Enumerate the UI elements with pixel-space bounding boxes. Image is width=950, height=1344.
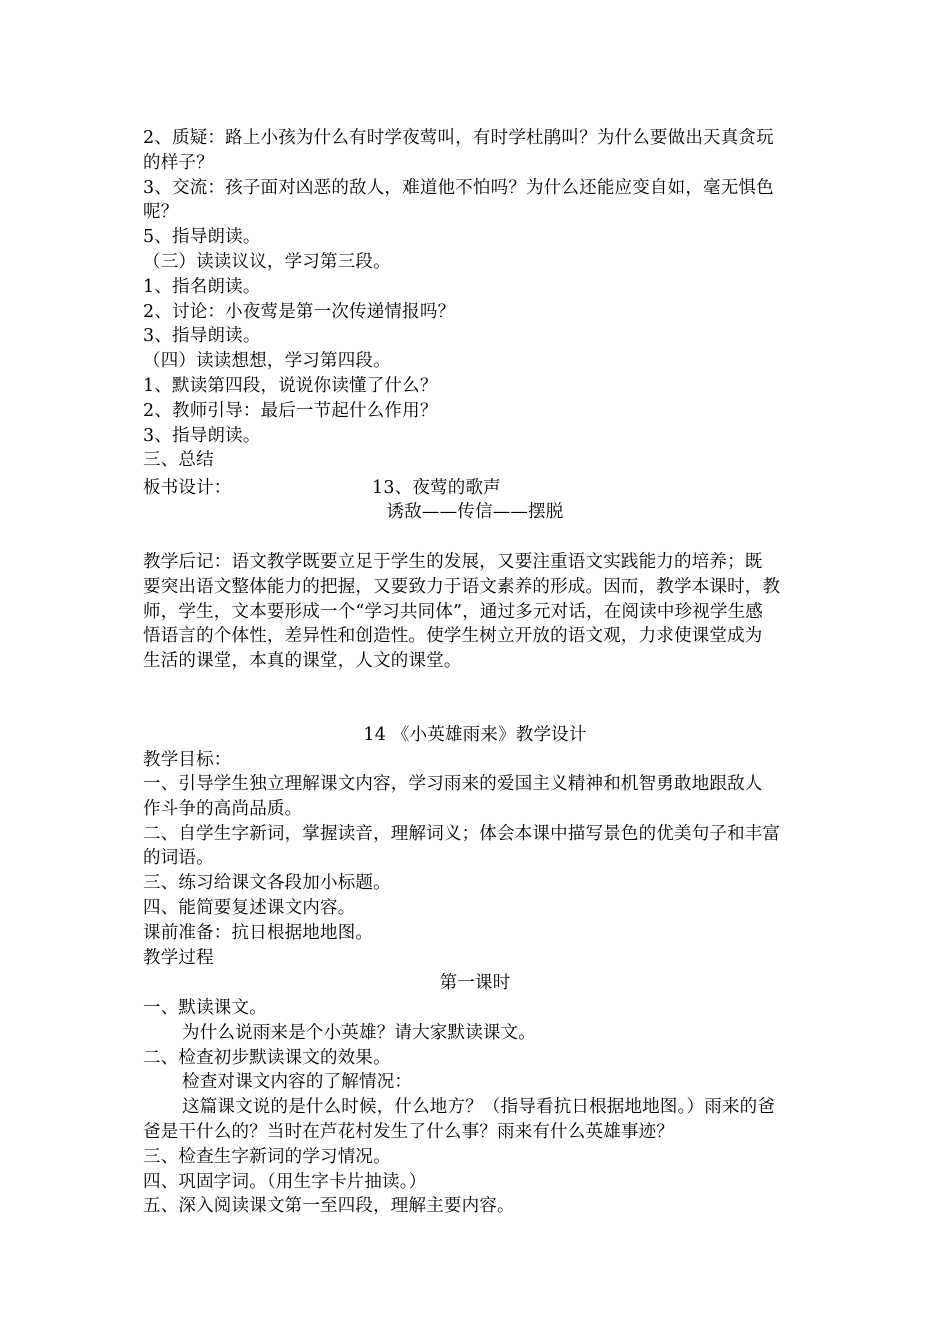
text-line: 1、指名朗读。	[143, 276, 261, 297]
step-line: 为什么说雨来是个小英雄？请大家默读课文。	[182, 1022, 536, 1043]
text-line: 2、教师引导：最后一节起什么作用？	[143, 400, 438, 421]
text-line: 3、指导朗读。	[143, 425, 261, 446]
text-line: 2、讨论：小夜莺是第一次传递情报吗？	[143, 301, 456, 322]
goal-line: 三、练习给课文各段加小标题。	[143, 873, 391, 894]
afterword-line: 教学后记：语文教学既要立足于学生的发展，又要注重语文实践能力的培养；既	[143, 552, 763, 572]
goal-line: 课前准备：抗日根据地地图。	[143, 922, 374, 943]
goal-line: 的词语。	[143, 848, 214, 869]
text-line: 3、交流：孩子面对凶恶的敌人，难道他不怕吗？为什么还能应变自如，毫无惧色	[143, 177, 774, 198]
text-line: （四）读读想想，学习第四段。	[143, 351, 391, 372]
text-line: 的样子？	[143, 152, 214, 173]
goal-line: 作斗争的高尚品质。	[143, 798, 303, 819]
afterword-line: 要突出语文整体能力的把握，又要致力于语文素养的形成。因而，教学本课时，教	[143, 576, 781, 597]
text-line: 5、指导朗读。	[143, 227, 261, 248]
step-line: 五、深入阅读课文第一至四段，理解主要内容。	[143, 1196, 515, 1217]
lesson14-title: 14 《小英雄雨来》教学设计	[363, 725, 587, 745]
text-line: 1、默读第四段，说说你读懂了什么？	[143, 376, 438, 396]
text-line: 三、总结	[143, 450, 214, 471]
afterword-line: 悟语言的个体性，差异性和创造性。使学生树立开放的语文观，力求使课堂成为	[143, 626, 763, 647]
step-line: 爸是干什么的？当时在芦花村发生了什么事？雨来有什么英雄事迹？	[143, 1122, 674, 1142]
step-line: 四、巩固字词。（用生字卡片抽读。）	[143, 1171, 427, 1192]
period-heading: 第一课时	[439, 973, 511, 993]
step-line: 检查对课文内容的了解情况：	[182, 1072, 413, 1093]
goals-label: 教学目标：	[143, 750, 232, 770]
step-line: 这篇课文说的是什么时候，什么地方？（指导看抗日根据地地图。）雨来的爸	[182, 1097, 776, 1118]
text-line: 3、指导朗读。	[143, 326, 261, 347]
afterword-line: 师，学生，文本要形成一个“学习共同体”，通过多元对话，在阅读中珍视学生感	[143, 601, 764, 622]
text-line: 2、质疑：路上小孩为什么有时学夜莺叫，有时学杜鹃叫？为什么要做出天真贪玩	[143, 128, 774, 148]
afterword-line: 生活的课堂，本真的课堂，人文的课堂。	[143, 651, 462, 672]
text-line: （三）读读议议，学习第三段。	[143, 252, 391, 272]
board-title: 13、夜莺的歌声	[372, 478, 501, 498]
board-label: 板书设计：	[143, 478, 232, 498]
board-flow: 诱敌——传信——摆脱	[386, 502, 564, 522]
goal-line: 一、引导学生独立理解课文内容，学习雨来的爱国主义精神和机智勇敢地跟敌人	[143, 774, 763, 794]
step-line: 二、检查初步默读课文的效果。	[143, 1047, 391, 1068]
text-line: 呢？	[143, 202, 179, 223]
step-line: 一、默读课文。	[143, 998, 267, 1018]
goal-line: 四、能简要复述课文内容。	[143, 898, 356, 918]
step-line: 三、检查生字新词的学习情况。	[143, 1146, 391, 1167]
goal-line: 二、自学生字新词，掌握读音，理解词义；体会本课中描写景色的优美句子和丰富	[143, 823, 781, 844]
goal-line: 教学过程	[143, 947, 214, 968]
